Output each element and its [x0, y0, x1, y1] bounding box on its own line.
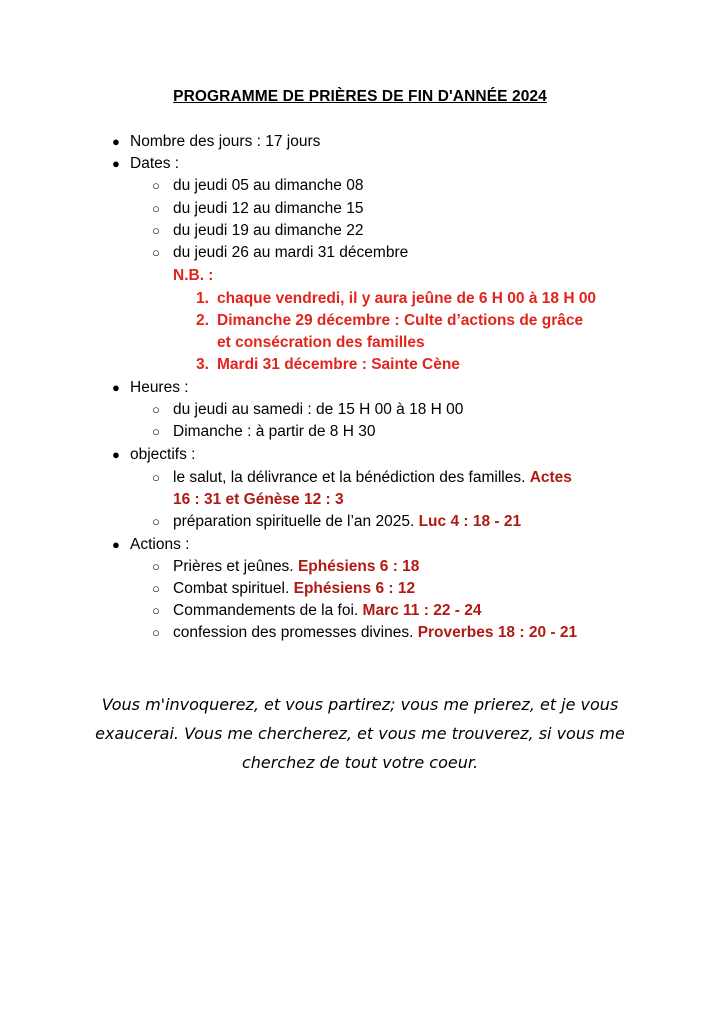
- verse-line: Vous m'invoquerez, et vous partirez; vous me prierez, et je vous: [101, 695, 619, 714]
- circle-bullet-icon: ○: [152, 581, 160, 596]
- circle-bullet-icon: ○: [152, 424, 160, 439]
- action-text-main: Combat spirituel.: [173, 580, 290, 597]
- date-text: du jeudi 19 au dimanche 22: [173, 222, 364, 239]
- action-text: [173, 578, 415, 600]
- bible-verse-quote: [80, 690, 640, 777]
- circle-bullet-icon: ○: [152, 470, 160, 485]
- bullet-icon: ●: [112, 156, 120, 171]
- objectif-text-main: préparation spirituelle de l’an 2025.: [173, 513, 415, 530]
- bible-reference: Luc 4 : 18 - 21: [418, 513, 522, 530]
- circle-bullet-icon: ○: [152, 201, 160, 216]
- bible-reference: Ephésiens 6 : 12: [293, 580, 416, 597]
- objectif-text: [173, 467, 572, 489]
- circle-bullet-icon: ○: [152, 178, 160, 193]
- bullet-icon: ●: [112, 380, 120, 395]
- jours-label: Nombre des jours : 17 jours: [130, 133, 321, 150]
- heures-label: Heures :: [130, 379, 189, 396]
- action-text-main: Prières et jeûnes.: [173, 558, 294, 575]
- nb-label: N.B. :: [173, 267, 214, 284]
- date-text: du jeudi 05 au dimanche 08: [173, 177, 364, 194]
- action-text-main: confession des promesses divines.: [173, 624, 414, 641]
- circle-bullet-icon: ○: [152, 245, 160, 260]
- nb-item-text: chaque vendredi, il y aura jeûne de 6 H 00 à 18 H 00: [217, 290, 597, 307]
- action-text: [173, 600, 481, 622]
- nb-item-number: 2.: [196, 312, 209, 329]
- actions-label: Actions :: [130, 536, 190, 553]
- action-text: [173, 622, 577, 644]
- page-title: PROGRAMME DE PRIÈRES DE FIN D'ANNÉE 2024: [173, 88, 547, 105]
- bible-reference: Proverbes 18 : 20 - 21: [417, 624, 578, 641]
- heure-text: Dimanche : à partir de 8 H 30: [173, 423, 376, 440]
- bible-reference-continuation: 16 : 31 et Génèse 12 : 3: [173, 491, 344, 508]
- objectif-text-main: le salut, la délivrance et la bénédiction des familles.: [173, 469, 526, 486]
- action-text: [173, 556, 419, 578]
- bible-reference: Marc 11 : 22 - 24: [362, 602, 482, 619]
- heure-text: du jeudi au samedi : de 15 H 00 à 18 H 00: [173, 401, 464, 418]
- nb-item-text: Mardi 31 décembre : Sainte Cène: [217, 356, 460, 373]
- action-text-main: Commandements de la foi.: [173, 602, 359, 619]
- date-text: du jeudi 26 au mardi 31 décembre: [173, 244, 409, 261]
- date-text: du jeudi 12 au dimanche 15: [173, 200, 364, 217]
- objectifs-label: objectifs :: [130, 446, 196, 463]
- circle-bullet-icon: ○: [152, 603, 160, 618]
- verse-line: exaucerai. Vous me chercherez, et vous me trouverez, si vous me: [95, 724, 625, 743]
- nb-item-text: Dimanche 29 décembre : Culte d’actions de grâce: [217, 312, 584, 329]
- circle-bullet-icon: ○: [152, 514, 160, 529]
- bible-reference: Actes: [529, 469, 572, 486]
- circle-bullet-icon: ○: [152, 223, 160, 238]
- nb-item-number: 1.: [196, 290, 209, 307]
- circle-bullet-icon: ○: [152, 402, 160, 417]
- bullet-icon: ●: [112, 447, 120, 462]
- nb-item-continuation: et consécration des familles: [217, 334, 425, 351]
- objectif-text: [173, 511, 521, 533]
- verse-line: cherchez de tout votre coeur.: [241, 753, 479, 772]
- circle-bullet-icon: ○: [152, 559, 160, 574]
- dates-label: Dates :: [130, 155, 180, 172]
- bullet-icon: ●: [112, 134, 120, 149]
- nb-item-number: 3.: [196, 356, 209, 373]
- circle-bullet-icon: ○: [152, 625, 160, 640]
- bullet-icon: ●: [112, 537, 120, 552]
- bible-reference: Ephésiens 6 : 18: [297, 558, 420, 575]
